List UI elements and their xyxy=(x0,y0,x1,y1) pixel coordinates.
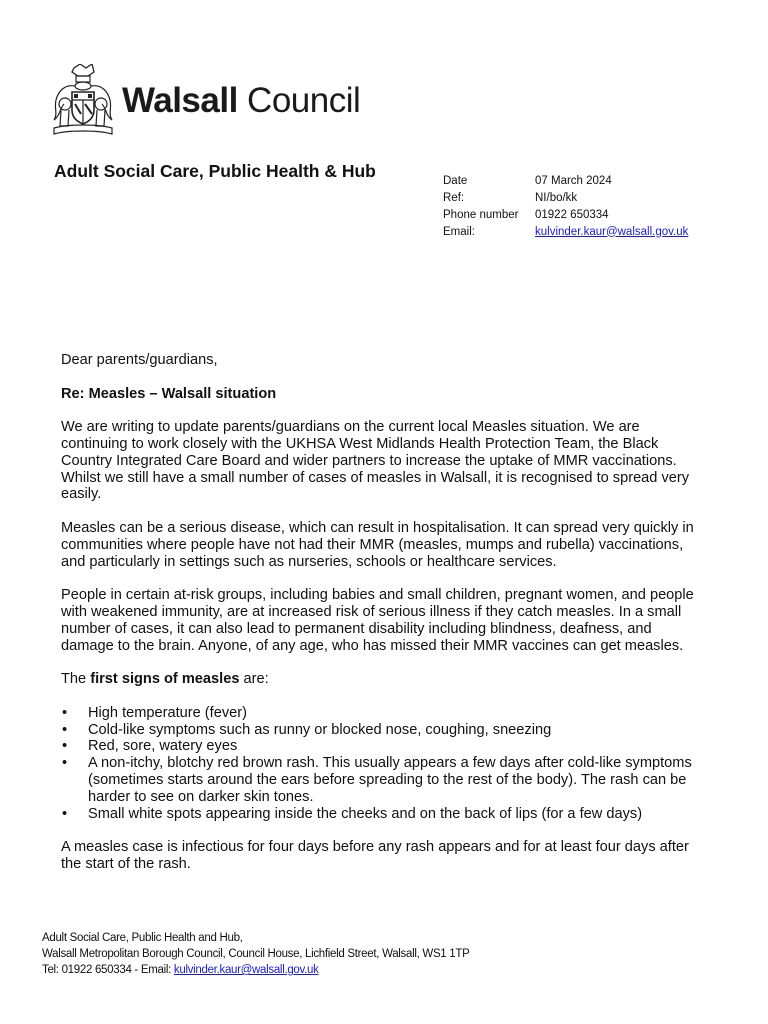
page-footer xyxy=(42,930,470,978)
meta-row-phone xyxy=(443,206,688,223)
signs-post: are: xyxy=(239,671,269,688)
list-item: • Red, sore, watery eyes xyxy=(61,738,701,755)
brand-bold: Walsall xyxy=(122,80,238,120)
signs-bold: first signs of measles xyxy=(90,671,240,688)
list-item: • Cold-like symptoms such as runny or blocked nose, coughing, sneezing xyxy=(61,722,701,739)
council-logo xyxy=(50,64,360,136)
salutation: Dear parents/guardians, xyxy=(61,352,218,368)
footer-tel: Tel: 01922 650334 - Email: xyxy=(42,964,174,976)
paragraph: We are writing to update parents/guardians on the current local Measles situation. We are continuing to work closely with the UKHSA West Midlands Health Protection Team, the Black Country Integrated Care Board and wider partners to increase the uptake of MMR vaccinations. Whilst we still have a small number of cases of measles in Walsall, it is recognised to spread very easily. xyxy=(61,419,690,503)
symptoms-list xyxy=(61,705,701,823)
brand-rest: Council xyxy=(237,80,361,120)
meta-value: 07 March 2024 xyxy=(535,174,612,187)
list-item: • Small white spots appearing inside the cheeks and on the back of lips (for a few days) xyxy=(61,806,701,823)
meta-row-email xyxy=(443,223,688,240)
signs-intro xyxy=(61,671,701,688)
meta-row-ref xyxy=(443,189,688,206)
subject-line: Re: Measles – Walsall situation xyxy=(61,385,277,402)
meta-value: 01922 650334 xyxy=(535,208,609,221)
list-item: • A non-itchy, blotchy red brown rash. This usually appears a few days after cold-like symptoms (sometimes starts around the ears before spreading to the rest of the body). The rash can be harder to see on darker skin tones. xyxy=(61,755,701,805)
meta-label: Date xyxy=(443,174,468,187)
footer-line: Walsall Metropolitan Borough Council, Council House, Lichfield Street, Walsall, WS1 1TP xyxy=(42,948,470,960)
footer-email-link[interactable]: kulvinder.kaur@walsall.gov.uk xyxy=(173,964,319,976)
signs-pre: The xyxy=(61,671,91,688)
meta-label: Ref: xyxy=(443,191,465,204)
paragraph: A measles case is infectious for four days before any rash appears and for at least four days after the start of the rash. xyxy=(61,839,689,872)
footer-line: Adult Social Care, Public Health and Hub, xyxy=(42,932,243,944)
coat-of-arms-icon xyxy=(50,64,116,136)
meta-label: Email: xyxy=(443,225,475,238)
paragraph: Measles can be a serious disease, which can result in hospitalisation. It can spread very quickly in communities where people have not had their MMR (measles, mumps and rubella) vaccinations, and particularly in settings such as nurseries, schools or healthcare services. xyxy=(61,519,694,570)
letter-meta xyxy=(443,172,688,240)
council-name xyxy=(122,80,361,120)
department-title: Adult Social Care, Public Health & Hub xyxy=(54,161,376,181)
meta-row-date xyxy=(443,172,688,189)
meta-value: NI/bo/kk xyxy=(535,191,578,204)
letter-body xyxy=(61,352,701,890)
meta-label: Phone number xyxy=(443,208,519,221)
list-item: • High temperature (fever) xyxy=(61,705,701,722)
email-link[interactable]: kulvinder.kaur@walsall.gov.uk xyxy=(535,225,689,238)
paragraph: People in certain at-risk groups, including babies and small children, pregnant women, and people with weakened immunity, are at increased risk of serious illness if they catch measles. In a small number of cases, it can also lead to permanent disability including blindness, deafness, and damage to the brain. Anyone, of any age, who has missed their MMR vaccines can get measles. xyxy=(61,587,694,654)
footer-contact xyxy=(42,962,470,978)
